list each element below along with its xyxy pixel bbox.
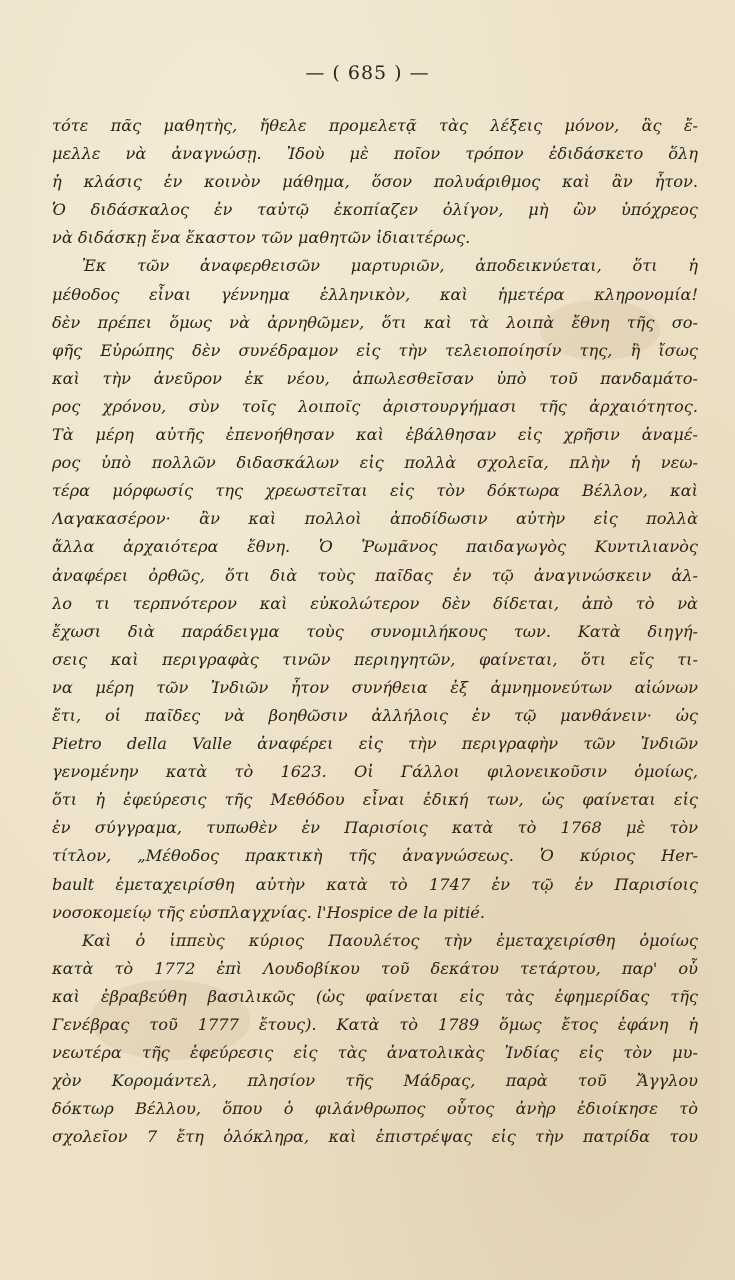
text-line: κατὰ τὸ 1772 ἐπὶ Λουδοβίκου τοῦ δεκάτου τετάρτου, παρ' οὗ <box>52 958 698 978</box>
page-number-header: — ( 685 ) — <box>305 62 430 84</box>
text-line: δὲν πρέπει ὅμως νὰ ἀρνηθῶμεν, ὅτι καὶ τὰ λοιπὰ ἔθνη τῆς σο- <box>52 312 698 332</box>
text-body <box>52 112 698 1151</box>
text-line: Γενέβρας τοῦ 1777 ἔτους). Κατὰ τὸ 1789 ὅμως ἔτος ἐφάνη ἡ <box>52 1015 698 1034</box>
text-line: νὰ διδάσκῃ ἕνα ἕκαστον τῶν μαθητῶν ἰδιαιτέρως. <box>52 228 471 248</box>
text-line: ἡ κλάσις ἐν κοινὸν μάθημα, ὅσον πολυάριθμος καὶ ἂν ἦτον. <box>52 172 698 192</box>
text-line: καὶ ἐβραβεύθη βασιλικῶς (ὡς φαίνεται εἰς τὰς ἐφημερίδας τῆς <box>52 986 698 1006</box>
text-line: Ὁ διδάσκαλος ἐν ταὐτῷ ἐκοπίαζεν ὀλίγον, μὴ ὢν ὑπόχρεος <box>52 200 698 220</box>
paragraph-start-line: Καὶ ὁ ἱππεὺς κύριος Παουλέτος τὴν ἐμεταχειρίσθη ὁμοίως <box>82 930 698 950</box>
text-line: ἔτι, οἱ παῖδες νὰ βοηθῶσιν ἀλλήλοις ἐν τῷ μανθάνειν· ὡς <box>52 705 698 725</box>
text-line: να μέρη τῶν Ἰνδιῶν ἦτον συνήθεια ἐξ ἀμνημονεύτων αἰώνων <box>52 677 698 697</box>
text-line: τίτλον, „Μέθοδος πρακτικὴ τῆς ἀναγνώσεως. Ὁ κύριος Her- <box>52 846 698 866</box>
text-line: χὸν Κορομάντελ, πλησίον τῆς Μάδρας, παρὰ τοῦ Ἄγγλου <box>52 1071 698 1091</box>
text-line: νεωτέρα τῆς ἐφεύρεσις εἰς τὰς ἀνατολικὰς Ἰνδίας εἰς τὸν μυ- <box>52 1043 698 1063</box>
text-line: λο τι τερπνότερον καὶ εὐκολώτερον δὲν δίδεται, ἀπὸ τὸ νὰ <box>52 593 698 613</box>
text-line: μέθοδος εἶναι γέννημα ἑλληνικὸν, καὶ ἡμετέρα κληρονομία! <box>52 284 698 304</box>
text-line: μελλε νὰ ἀναγνώσῃ. Ἰδοὺ μὲ ποῖον τρόπον ἐδιδάσκετο ὅλη <box>52 144 698 164</box>
text-line: ἔχωσι διὰ παράδειγμα τοὺς συνομιλήκους των. Κατὰ διηγή- <box>52 621 698 641</box>
text-line: ρος ὑπὸ πολλῶν διδασκάλων εἰς πολλὰ σχολεῖα, πλὴν ἡ νεω- <box>52 453 698 473</box>
text-line: τότε πᾶς μαθητὴς, ἤθελε προμελετᾷ τὰς λέξεις μόνον, ἃς ἔ- <box>52 116 698 135</box>
text-line: ἀναφέρει ὀρθῶς, ὅτι διὰ τοὺς παῖδας ἐν τῷ ἀναγινώσκειν ἀλ- <box>52 565 698 585</box>
text-line: δόκτωρ Βέλλου, ὅπου ὁ φιλάνθρωπος οὗτος ἀνὴρ ἐδιοίκησε τὸ <box>52 1099 698 1119</box>
text-line: bault ἐμεταχειρίσθη αὐτὴν κατὰ τὸ 1747 ἐν τῷ ἐν Παρισίοις <box>52 874 698 894</box>
text-line: φῆς Εὐρώπης δὲν συνέδραμον εἰς τὴν τελειοποίησίν της, ἢ ἴσως <box>52 340 698 360</box>
text-line: ἐν σύγγραμα, τυπωθὲν ἐν Παρισίοις κατὰ τὸ 1768 μὲ τὸν <box>52 818 698 838</box>
text-line: σχολεῖον 7 ἔτη ὁλόκληρα, καὶ ἐπιστρέψας εἰς τὴν πατρίδα του <box>52 1127 698 1147</box>
text-line: σεις καὶ περιγραφὰς τινῶν περιηγητῶν, φαίνεται, ὅτι εἴς τι- <box>52 649 698 669</box>
text-line: τέρα μόρφωσίς της χρεωστεῖται εἰς τὸν δόκτωρα Βέλλον, καὶ <box>52 481 698 501</box>
text-line: ἄλλα ἀρχαιότερα ἔθνη. Ὁ Ῥωμᾶνος παιδαγωγὸς Κυντιλιανὸς <box>52 537 698 557</box>
text-line: ὅτι ἡ ἐφεύρεσις τῆς Μεθόδου εἶναι ἐδική των, ὡς φαίνεται εἰς <box>52 790 698 810</box>
text-line: γενομένην κατὰ τὸ 1623. Οἱ Γάλλοι φιλονεικοῦσιν ὁμοίως, <box>52 762 698 782</box>
text-line: Pietro della Valle ἀναφέρει εἰς τὴν περιγραφὴν τῶν Ἰνδιῶν <box>52 734 698 754</box>
text-line: ρος χρόνου, σὺν τοῖς λοιποῖς ἀριστουργήμασι τῆς ἀρχαιότητος. <box>52 396 698 416</box>
paragraph-start-line: Ἐκ τῶν ἀναφερθεισῶν μαρτυριῶν, ἀποδεικνύεται, ὅτι ἡ <box>82 256 698 276</box>
text-line: καὶ τὴν ἀνεῦρον ἐκ νέου, ἀπωλεσθεῖσαν ὑπὸ τοῦ πανδαμάτο- <box>52 368 698 388</box>
text-line: Τὰ μέρη αὐτῆς ἐπενοήθησαν καὶ ἐβάλθησαν εἰς χρῆσιν ἀναμέ- <box>52 425 698 445</box>
text-line: Λαγακασέρον· ἂν καὶ πολλοὶ ἀποδίδωσιν αὐτὴν εἰς πολλὰ <box>52 509 698 529</box>
text-line: νοσοκομείῳ τῆς εὐσπλαγχνίας. l'Hospice de la pitié. <box>52 902 486 922</box>
